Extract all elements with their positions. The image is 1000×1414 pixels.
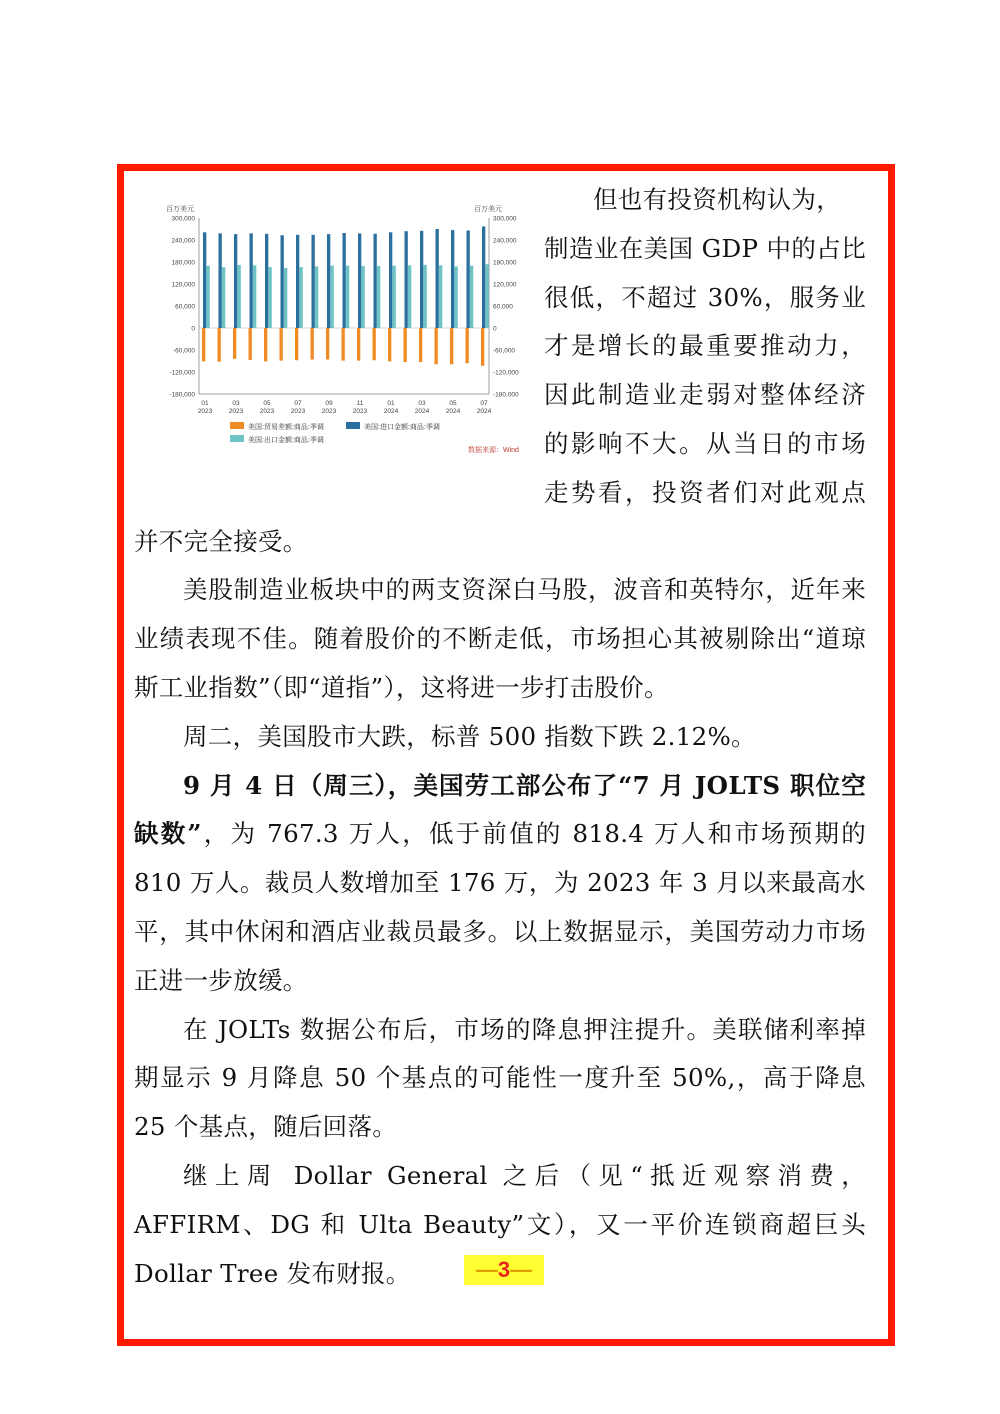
right-tick-label: 60,000 xyxy=(493,303,513,311)
paragraph-5: 在 JOLTs 数据公布后，市场的降息押注提升。美联储利率掉期显示 9 月降息 50 个基点的可能性一度升至 50%,，高于降息 25 个基点，随后回落。 xyxy=(134,1014,866,1142)
x-tick-year: 2023 xyxy=(290,408,306,415)
right-unit-label: 百万美元 xyxy=(474,206,502,213)
x-tick-year: 2024 xyxy=(383,408,399,415)
x-tick-month: 07 xyxy=(480,400,488,407)
left-tick-label: -60,000 xyxy=(172,347,195,355)
x-tick-year: 2023 xyxy=(228,408,244,415)
chart-float-spacer xyxy=(134,176,544,469)
x-tick-month: 11 xyxy=(356,400,364,407)
legend-balance: 美国:贸易差额:商品:季调 xyxy=(248,424,324,431)
right-tick-label: -180,000 xyxy=(493,391,519,399)
paragraph-1b: 制造业在美国 GDP 中的占比很低，不超过 30%，服务业才是增长的最重要推动力，因此制造业走弱对整体经济的影响不大。从当日的市场走势看，投资者们对此观点并不完全接受。 xyxy=(134,233,866,556)
left-tick-label: -120,000 xyxy=(169,369,195,377)
x-tick-year: 2023 xyxy=(321,408,337,415)
data-source: 数据来源：Wind xyxy=(468,447,519,454)
page-number-dash-left: — xyxy=(475,1257,498,1282)
right-tick-label: 120,000 xyxy=(493,281,517,289)
page-number-dash-right: — xyxy=(510,1257,533,1282)
paragraph-1a: 但也有投资机构认为， xyxy=(593,185,841,214)
x-tick-month: 09 xyxy=(325,400,333,407)
x-tick-month: 05 xyxy=(263,400,271,407)
x-tick-year: 2023 xyxy=(259,408,275,415)
left-tick-label: 0 xyxy=(191,325,195,333)
right-tick-label: 300,000 xyxy=(493,215,517,223)
x-tick-year: 2024 xyxy=(476,408,492,415)
page-number xyxy=(464,1255,544,1285)
right-tick-label: 240,000 xyxy=(493,237,517,245)
x-tick-year: 2023 xyxy=(197,408,213,415)
right-tick-label: 0 xyxy=(493,325,497,333)
left-tick-label: -180,000 xyxy=(169,391,195,399)
x-tick-year: 2024 xyxy=(414,408,430,415)
paragraph-2: 美股制造业板块中的两支资深白马股，波音和英特尔，近年来业绩表现不佳。随着股价的不断走低，市场担心其被剔除出“道琼斯工业指数”（即“道指”），这将进一步打击股价。 xyxy=(134,575,866,702)
paragraph-6: 继上周 Dollar General 之后（见“抵近观察消费，AFFIRM、DG 和 Ulta Beauty”文），又一平价连锁商超巨头 Dollar Tree 发布财报。 xyxy=(134,1160,866,1288)
x-tick-year: 2024 xyxy=(445,408,461,415)
right-tick-label: -60,000 xyxy=(493,347,516,355)
x-tick-month: 03 xyxy=(418,400,426,407)
right-tick-label: -120,000 xyxy=(493,369,519,377)
x-tick-month: 05 xyxy=(449,400,457,407)
right-tick-label: 180,000 xyxy=(493,259,517,267)
legend-imports: 美国:进口金额:商品:季调 xyxy=(364,424,440,431)
left-tick-label: 180,000 xyxy=(171,259,195,267)
x-tick-month: 03 xyxy=(232,400,240,407)
page-number-value: 3 xyxy=(497,1257,511,1282)
article-body xyxy=(134,176,866,1298)
paragraph-3: 周二，美国股市大跌，标普 500 指数下跌 2.12%。 xyxy=(183,721,756,751)
left-unit-label: 百万美元 xyxy=(166,206,194,213)
legend-exports: 美国:出口金额:商品:季调 xyxy=(248,437,324,444)
paragraph-4-bold: 9 月 4 日（周三），美国劳工部公布了“7 月 JOLTS 职位空缺数” xyxy=(134,770,866,849)
left-tick-label: 120,000 xyxy=(171,281,195,289)
x-tick-month: 07 xyxy=(294,400,302,407)
left-tick-label: 300,000 xyxy=(171,215,195,223)
x-tick-month: 01 xyxy=(387,400,395,407)
left-tick-label: 240,000 xyxy=(171,237,195,245)
paragraph-4 xyxy=(134,762,866,1006)
x-tick-year: 2023 xyxy=(352,408,368,415)
x-tick-month: 01 xyxy=(201,400,209,407)
left-tick-label: 60,000 xyxy=(175,303,195,311)
paragraph-4-rest: ，为 767.3 万人，低于前值的 818.4 万人和市场预期的 810 万人。裁员人数增加至 176 万，为 2023 年 3 月以来最高水平，其中休闲和酒店业裁员最多。以上数据显示，美国劳动力市场正进一步放缓。 xyxy=(134,819,866,995)
